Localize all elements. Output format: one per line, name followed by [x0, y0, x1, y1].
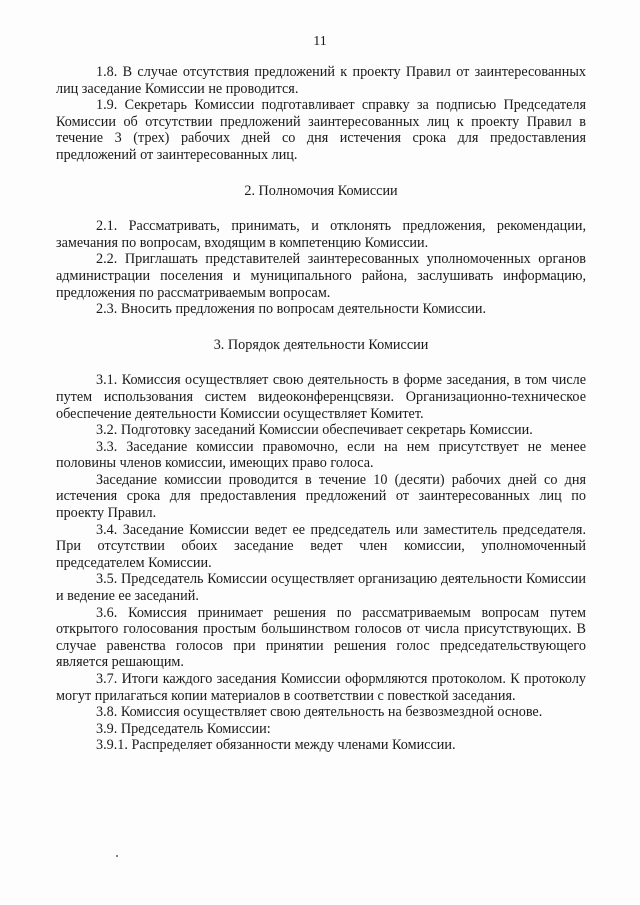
section-heading-2: 2. Полномочия Комиссии: [244, 182, 398, 199]
paragraph-2-1: 2.1. Рассматривать, принимать, и отклонять предложения, рекомендации, замечания по вопросам, входящим в компетенцию Комиссии.: [56, 218, 586, 251]
paragraph-3-3-continued: Заседание комиссии проводится в течение 10 (десяти) рабочих дней со дня истечения срока для предоставления предложений от заинтересованных лиц по проекту Правил.: [56, 471, 586, 522]
paragraph-2-3: 2.3. Вносить предложения по вопросам деятельности Комиссии.: [96, 301, 487, 318]
scan-speck: [116, 855, 118, 857]
page-number: 11: [313, 34, 327, 49]
paragraph-3-6: 3.6. Комиссия принимает решения по рассматриваемым вопросам путем открытого голосования простым большинством голосов от числа присутствующих. В случае равенства голосов при принятии решения голос председательствующего является решающим.: [56, 604, 586, 671]
paragraph-3-7: 3.7. Итоги каждого заседания Комиссии оформляются протоколом. К протоколу могут прилагаться копии материалов в соответствии с повесткой заседания.: [56, 671, 586, 704]
section-heading-3: 3. Порядок деятельности Комиссии: [213, 336, 429, 353]
paragraph-3-2: 3.2. Подготовку заседаний Комиссии обеспечивает секретарь Комиссии.: [96, 422, 533, 439]
paragraph-3-4: 3.4. Заседание Комиссии ведет ее председатель или заместитель председателя. При отсутствии обоих заседание ведет член комиссии, уполномоченный председателем Комиссии.: [56, 521, 586, 571]
paragraph-3-9-1: 3.9.1. Распределяет обязанности между членами Комиссии.: [96, 737, 456, 754]
paragraph-3-5: 3.5. Председатель Комиссии осуществляет организацию деятельности Комиссии и ведение ее заседаний.: [56, 571, 586, 605]
paragraph-3-8: 3.8. Комиссия осуществляет свою деятельность на безвозмездной основе.: [96, 704, 543, 721]
paragraph-1-8: 1.8. В случае отсутствия предложений к проекту Правил от заинтересованных лиц заседание Комиссии не проводится.: [56, 64, 586, 97]
paragraph-3-9: 3.9. Председатель Комиссии:: [96, 720, 271, 737]
paragraph-1-9: 1.9. Секретарь Комиссии подготавливает справку за подписью Председателя Комиссии об отсутствии предложений заинтересованных лиц к проекту Правил в течение 3 (трех) рабочих дней со дня истечения срока для предоставления предложений от заинтересованных лиц.: [56, 97, 586, 163]
paragraph-2-2: 2.2. Приглашать представителей заинтересованных уполномоченных органов администрации поселения и муниципального района, заслушивать информацию, предложения по рассматриваемым вопросам.: [56, 251, 586, 301]
paragraph-3-1: 3.1. Комиссия осуществляет свою деятельность в форме заседания, в том числе путем использования систем видеоконференцсвязи. Организационно-техническое обеспечение деятельности Комиссии осуществляет Комитет.: [56, 372, 586, 422]
document-body: [56, 64, 586, 754]
paragraph-3-3: 3.3. Заседание комиссии правомочно, если на нем присутствует не менее половины членов комиссии, имеющих право голоса.: [56, 438, 586, 472]
